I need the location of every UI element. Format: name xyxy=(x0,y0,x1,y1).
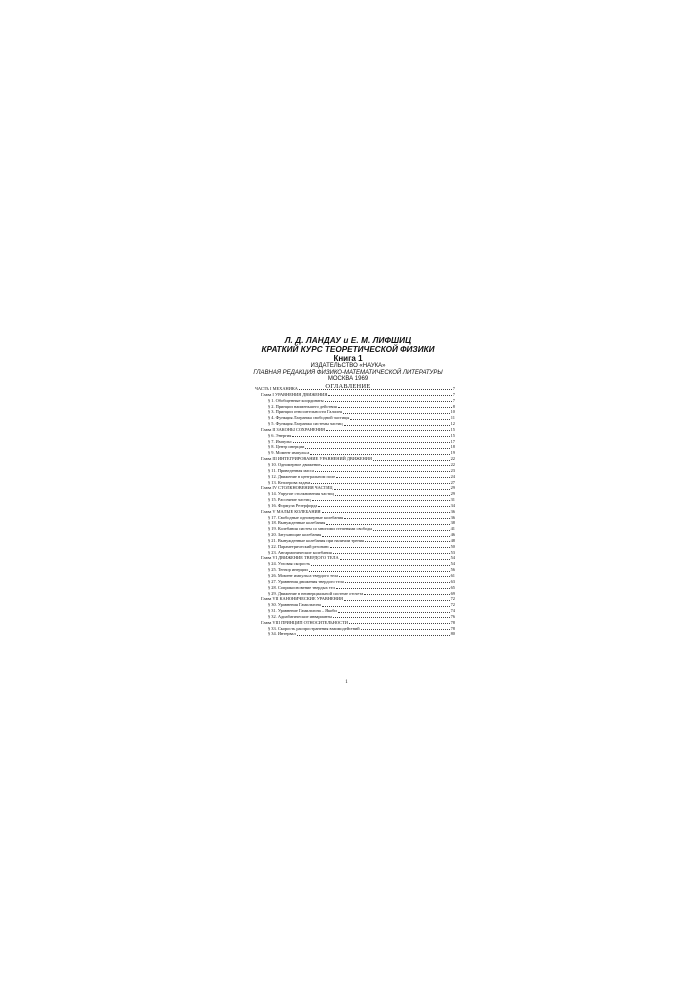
title-block xyxy=(248,336,448,390)
toc-entry-label: Глава III ИНТЕГРИРОВАНИЕ УРАВНЕНИЙ ДВИЖЕНИЯ xyxy=(261,456,372,462)
toc-leader-dots xyxy=(330,547,449,548)
toc-entry-label: § 16. Формула Резерфорда xyxy=(268,502,318,508)
toc-entry-page: 65 xyxy=(450,584,455,590)
toc-entry-label: § 13. Кеплерова задача xyxy=(268,479,311,485)
toc-heading: ОГЛАВЛЕНИЕ xyxy=(325,382,371,390)
toc-entry-label: § 3. Принцип относительности Галилея xyxy=(268,409,343,415)
toc-entry-page: 80 xyxy=(450,631,455,637)
toc-entry-page: 19 xyxy=(450,450,455,456)
toc-leader-dots xyxy=(328,395,452,396)
toc-leader-dots xyxy=(373,460,450,461)
authors: Л. Д. ЛАНДАУ и Е. М. ЛИФШИЦ xyxy=(284,336,412,345)
toc-entry-page: 50 xyxy=(450,543,455,549)
toc-entry-page: 11 xyxy=(450,415,455,421)
toc-leader-dots xyxy=(312,500,450,501)
toc-leader-dots xyxy=(345,582,450,583)
toc-entry-label: ЧАСТЬ I МЕХАНИКА xyxy=(255,386,298,391)
book-title: КРАТКИЙ КУРС ТЕОРЕТИЧЕСКОЙ ФИЗИКИ xyxy=(261,345,435,354)
toc-leader-dots xyxy=(344,600,450,601)
toc-entry-label: § 1. Обобщенные координаты xyxy=(268,397,324,403)
toc-leader-dots xyxy=(361,629,450,630)
toc-entry-label: Глава IV СТОЛКНОВЕНИЯ ЧАСТИЦ xyxy=(261,485,333,491)
city-year: МОСКВА 1969 xyxy=(327,376,369,383)
toc-entry-label: § 4. Функция Лагранжа свободной частицы xyxy=(268,415,350,421)
toc-entry-page: 22 xyxy=(450,461,455,467)
toc-entry-label: § 5. Функция Лагранжа системы частиц xyxy=(268,421,343,427)
toc-entry-label: Глава VIII ПРИНЦИП ОТНОСИТЕЛЬНОСТИ xyxy=(261,619,348,625)
toc-entry-page: 15 xyxy=(450,426,455,432)
toc-entry-page: 36 xyxy=(450,514,455,520)
toc-entry-label: § 25. Тензор инерции xyxy=(268,567,308,573)
toc-entry-page: 53 xyxy=(450,549,455,555)
toc-leader-dots xyxy=(322,512,450,513)
toc-entry-page: 38 xyxy=(450,520,455,526)
toc-entry-label: § 20. Затухающие колебания xyxy=(268,532,322,538)
toc-entry-label: § 26. Момент импульса твердого тела xyxy=(268,573,339,578)
toc-entry-page: 23 xyxy=(450,467,455,473)
toc-entry-page: 72 xyxy=(450,602,455,608)
toc-leader-dots xyxy=(350,419,449,420)
toc-entry-label: Глава II ЗАКОНЫ СОХРАНЕНИЯ xyxy=(261,426,325,432)
toc-entry-label: Глава V МАЛЫЕ КОЛЕБАНИЯ xyxy=(261,508,321,514)
toc-leader-dots xyxy=(344,518,450,519)
toc-entry-label: § 27. Уравнения движения твердого тела xyxy=(268,578,344,584)
toc-entry-label: § 18. Вынужденные колебания xyxy=(268,520,326,526)
toc-entry-page: 27 xyxy=(450,479,455,485)
toc-leader-dots xyxy=(326,524,449,525)
toc-entry-label: § 34. Интервал xyxy=(268,631,296,637)
toc-entry-label: Глава I УРАВНЕНИЯ ДВИЖЕНИЯ xyxy=(261,391,328,397)
toc-leader-dots xyxy=(373,530,449,531)
toc-entry-page: 34 xyxy=(450,502,455,508)
toc-leader-dots xyxy=(318,506,449,507)
toc-entry-page: 41 xyxy=(450,526,455,532)
toc-entry-page: 63 xyxy=(450,578,455,584)
toc-entry-label: § 6. Энергия xyxy=(268,432,292,438)
toc-entry-page: 78 xyxy=(450,619,455,625)
toc-leader-dots xyxy=(364,594,449,595)
toc-entry-label: § 21. Вынужденные колебания при наличии трения xyxy=(268,537,365,543)
toc-entry-label: Глава VI ДВИЖЕНИЕ ТВЕРДОГО ТЕЛА xyxy=(261,555,339,561)
toc-entry-label: § 29. Движение в неинерциальной системе отсчета xyxy=(268,590,364,596)
toc-entry-page: 29 xyxy=(450,485,455,491)
toc-entry-label: § 9. Момент импульса xyxy=(268,450,310,456)
toc-entry-label: § 8. Центр инерции xyxy=(268,444,305,450)
edition: ГЛАВНАЯ РЕДАКЦИЯ ФИЗИКО-МАТЕМАТИЧЕСКОЙ ЛИТЕРАТУРЫ xyxy=(253,369,443,376)
toc-entry-page: 7 xyxy=(452,386,455,391)
toc-leader-dots xyxy=(321,465,449,466)
toc-entry-label: § 2. Принцип наименьшего действия xyxy=(268,403,337,409)
toc-entry-label: § 32. Адиабатические инварианты xyxy=(268,613,333,619)
toc-leader-dots xyxy=(311,483,449,484)
toc-leader-dots xyxy=(292,436,449,437)
toc-leader-dots xyxy=(325,401,452,402)
toc-entry-page: 29 xyxy=(450,491,455,497)
toc-entry-page: 17 xyxy=(450,438,455,444)
toc-entry-page: 78 xyxy=(450,625,455,631)
toc-entry-page: 7 xyxy=(452,391,455,397)
publisher: ИЗДАТЕЛЬСТВО «НАУКА» xyxy=(310,363,386,369)
toc-entry-page: 69 xyxy=(450,590,455,596)
toc-entry-label: § 12. Движение в центральном поле xyxy=(268,473,336,479)
toc-entry-page: 74 xyxy=(450,608,455,614)
toc-leader-dots xyxy=(322,536,449,537)
toc-leader-dots xyxy=(322,606,450,607)
toc-leader-dots xyxy=(339,576,450,577)
book-number: Книга 1 xyxy=(333,354,363,363)
toc-entry-label: § 14. Упругие столкновения частиц xyxy=(268,491,334,497)
toc-entry-label: § 28. Соприкосновение твердых тел xyxy=(268,584,335,590)
toc-entry-label: § 31. Уравнение Гамильтона – Якоби xyxy=(268,608,337,614)
toc-entry-page: 54 xyxy=(450,555,455,561)
toc-leader-dots xyxy=(299,389,452,390)
table-of-contents xyxy=(255,386,455,637)
toc-entry-label: § 22. Параметрический резонанс xyxy=(268,543,330,549)
toc-entry-page: 10 xyxy=(450,409,455,415)
toc-entry-page: 31 xyxy=(450,497,455,503)
toc-leader-dots xyxy=(336,477,450,478)
toc-entry-page: 36 xyxy=(450,508,455,514)
toc-entry-page: 15 xyxy=(450,432,455,438)
toc-entry-label: § 24. Угловая скорость xyxy=(268,561,311,567)
toc-entry-page: 22 xyxy=(450,456,455,462)
toc-leader-dots xyxy=(310,454,449,455)
toc-leader-dots xyxy=(326,430,450,431)
toc-entry-page: 76 xyxy=(450,613,455,619)
toc-leader-dots xyxy=(333,617,450,618)
toc-entry-page: 72 xyxy=(450,596,455,602)
toc-leader-dots xyxy=(311,565,450,566)
toc-entry-page: 46 xyxy=(450,532,455,538)
toc-entry-label: § 33. Скорость распространения взаимодействий xyxy=(268,625,360,631)
toc-leader-dots xyxy=(293,442,449,443)
toc-leader-dots xyxy=(365,541,450,542)
toc-entry xyxy=(255,631,455,637)
toc-entry-page: 24 xyxy=(450,473,455,479)
toc-entry-label: § 17. Свободные одномерные колебания xyxy=(268,514,344,520)
toc-leader-dots xyxy=(343,413,450,414)
toc-entry-page: 61 xyxy=(450,573,455,578)
toc-entry-label: Глава VII КАНОНИЧЕСКИЕ УРАВНЕНИЯ xyxy=(261,596,343,602)
toc-entry-page: 18 xyxy=(450,444,455,450)
toc-leader-dots xyxy=(315,471,450,472)
toc-leader-dots xyxy=(349,623,450,624)
toc-entry-page: 48 xyxy=(450,537,455,543)
toc-entry-page: 54 xyxy=(450,561,455,567)
page-number: 1 xyxy=(345,680,348,685)
toc-entry-label: § 30. Уравнения Гамильтона xyxy=(268,602,321,608)
toc-entry-page: 8 xyxy=(452,403,455,409)
toc-entry-page: 7 xyxy=(452,397,455,403)
toc-leader-dots xyxy=(305,448,449,449)
toc-leader-dots xyxy=(336,588,450,589)
toc-entry-label: § 15. Рассеяние частиц xyxy=(268,497,311,503)
toc-leader-dots xyxy=(340,559,450,560)
toc-leader-dots xyxy=(333,553,450,554)
toc-entry-label: § 7. Импульс xyxy=(268,438,293,444)
toc-leader-dots xyxy=(309,571,450,572)
toc-leader-dots xyxy=(338,612,450,613)
toc-entry-label: § 11. Приведенная масса xyxy=(268,467,314,473)
toc-leader-dots xyxy=(335,495,450,496)
toc-leader-dots xyxy=(344,425,450,426)
toc-entry-label: § 19. Колебания систем со многими степенями свободы xyxy=(268,526,373,532)
toc-entry-label: § 10. Одномерное движение xyxy=(268,461,321,467)
toc-entry-page: 56 xyxy=(450,567,455,573)
toc-entry-page: 12 xyxy=(450,421,455,427)
toc-leader-dots xyxy=(297,635,450,636)
toc-leader-dots xyxy=(334,489,450,490)
toc-leader-dots xyxy=(338,407,452,408)
toc-entry-label: § 23. Ангармонические колебания xyxy=(268,549,332,555)
